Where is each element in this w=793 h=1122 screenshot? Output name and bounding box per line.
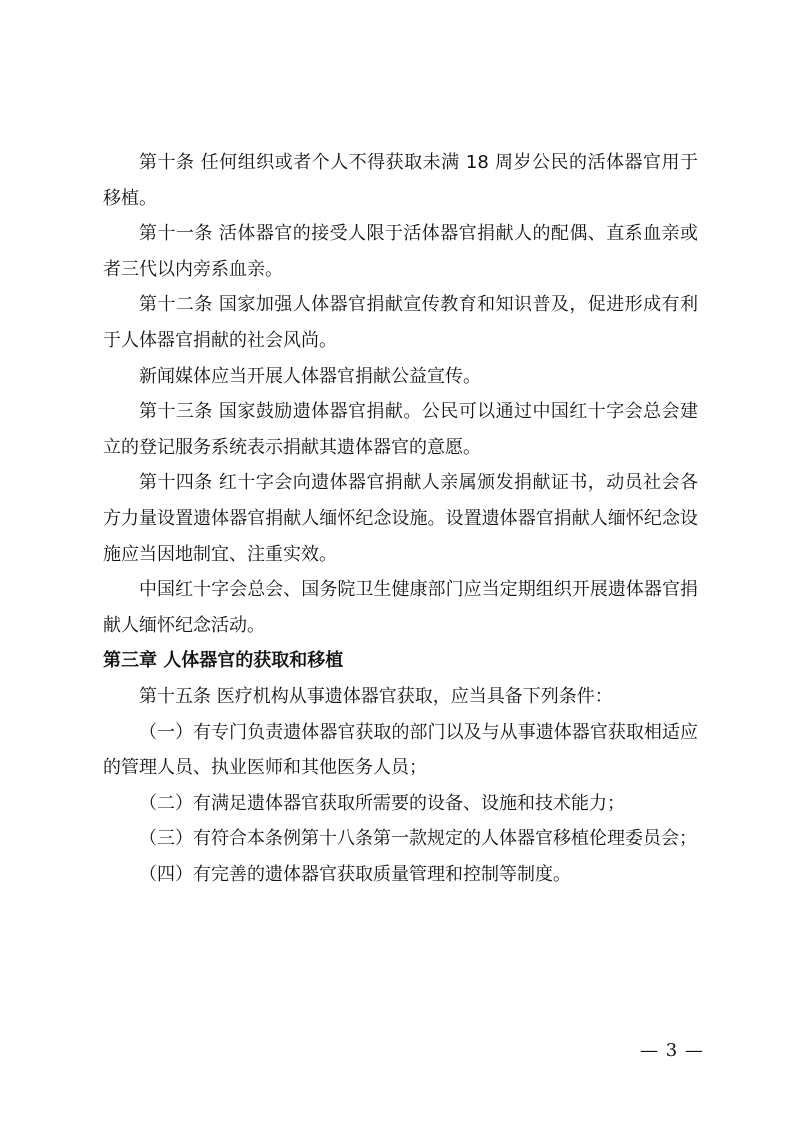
paragraph-article-10: 第十条 任何组织或者个人不得获取未满 18 周岁公民的活体器官用于移植。 [103,152,698,209]
list-item-2: （二）有满足遗体器官获取所需要的设备、设施和技术能力； [139,792,625,814]
paragraph-article-12-media: 新闻媒体应当开展人体器官捐献公益宣传。 [139,365,481,387]
list-item-4: （四）有完善的遗体器官获取质量管理和控制等制度。 [139,863,571,885]
chapter-heading: 第三章 人体器官的获取和移植 [103,650,344,672]
list-item-3: （三）有符合本条例第十八条第一款规定的人体器官移植伦理委员会； [139,828,697,850]
list-item-1: （一）有专门负责遗体器官获取的部门以及与从事遗体器官获取相适应的管理人员、执业医师和其他医务人员； [103,721,698,779]
paragraph-article-11: 第十一条 活体器官的接受人限于活体器官捐献人的配偶、直系血亲或者三代以内旁系血亲。 [103,223,698,280]
paragraph-article-14: 第十四条 红十字会向遗体器官捐献人亲属颁发捐献证书，动员社会各方力量设置遗体器官捐献人缅怀纪念设施。设置遗体器官捐献人缅怀纪念设施应当因地制宜、注重实效。 [103,472,698,565]
document-body [103,145,698,892]
page-number: — 3 — [640,1040,704,1061]
paragraph-article-14-memorial: 中国红十字会总会、国务院卫生健康部门应当定期组织开展遗体器官捐献人缅怀纪念活动。 [103,579,698,636]
paragraph-article-12: 第十二条 国家加强人体器官捐献宣传教育和知识普及，促进形成有利于人体器官捐献的社会风尚。 [103,294,698,351]
paragraph-article-15: 第十五条 医疗机构从事遗体器官获取，应当具备下列条件： [139,685,613,707]
paragraph-article-13: 第十三条 国家鼓励遗体器官捐献。公民可以通过中国红十字会总会建立的登记服务系统表示捐献其遗体器官的意愿。 [103,401,698,458]
